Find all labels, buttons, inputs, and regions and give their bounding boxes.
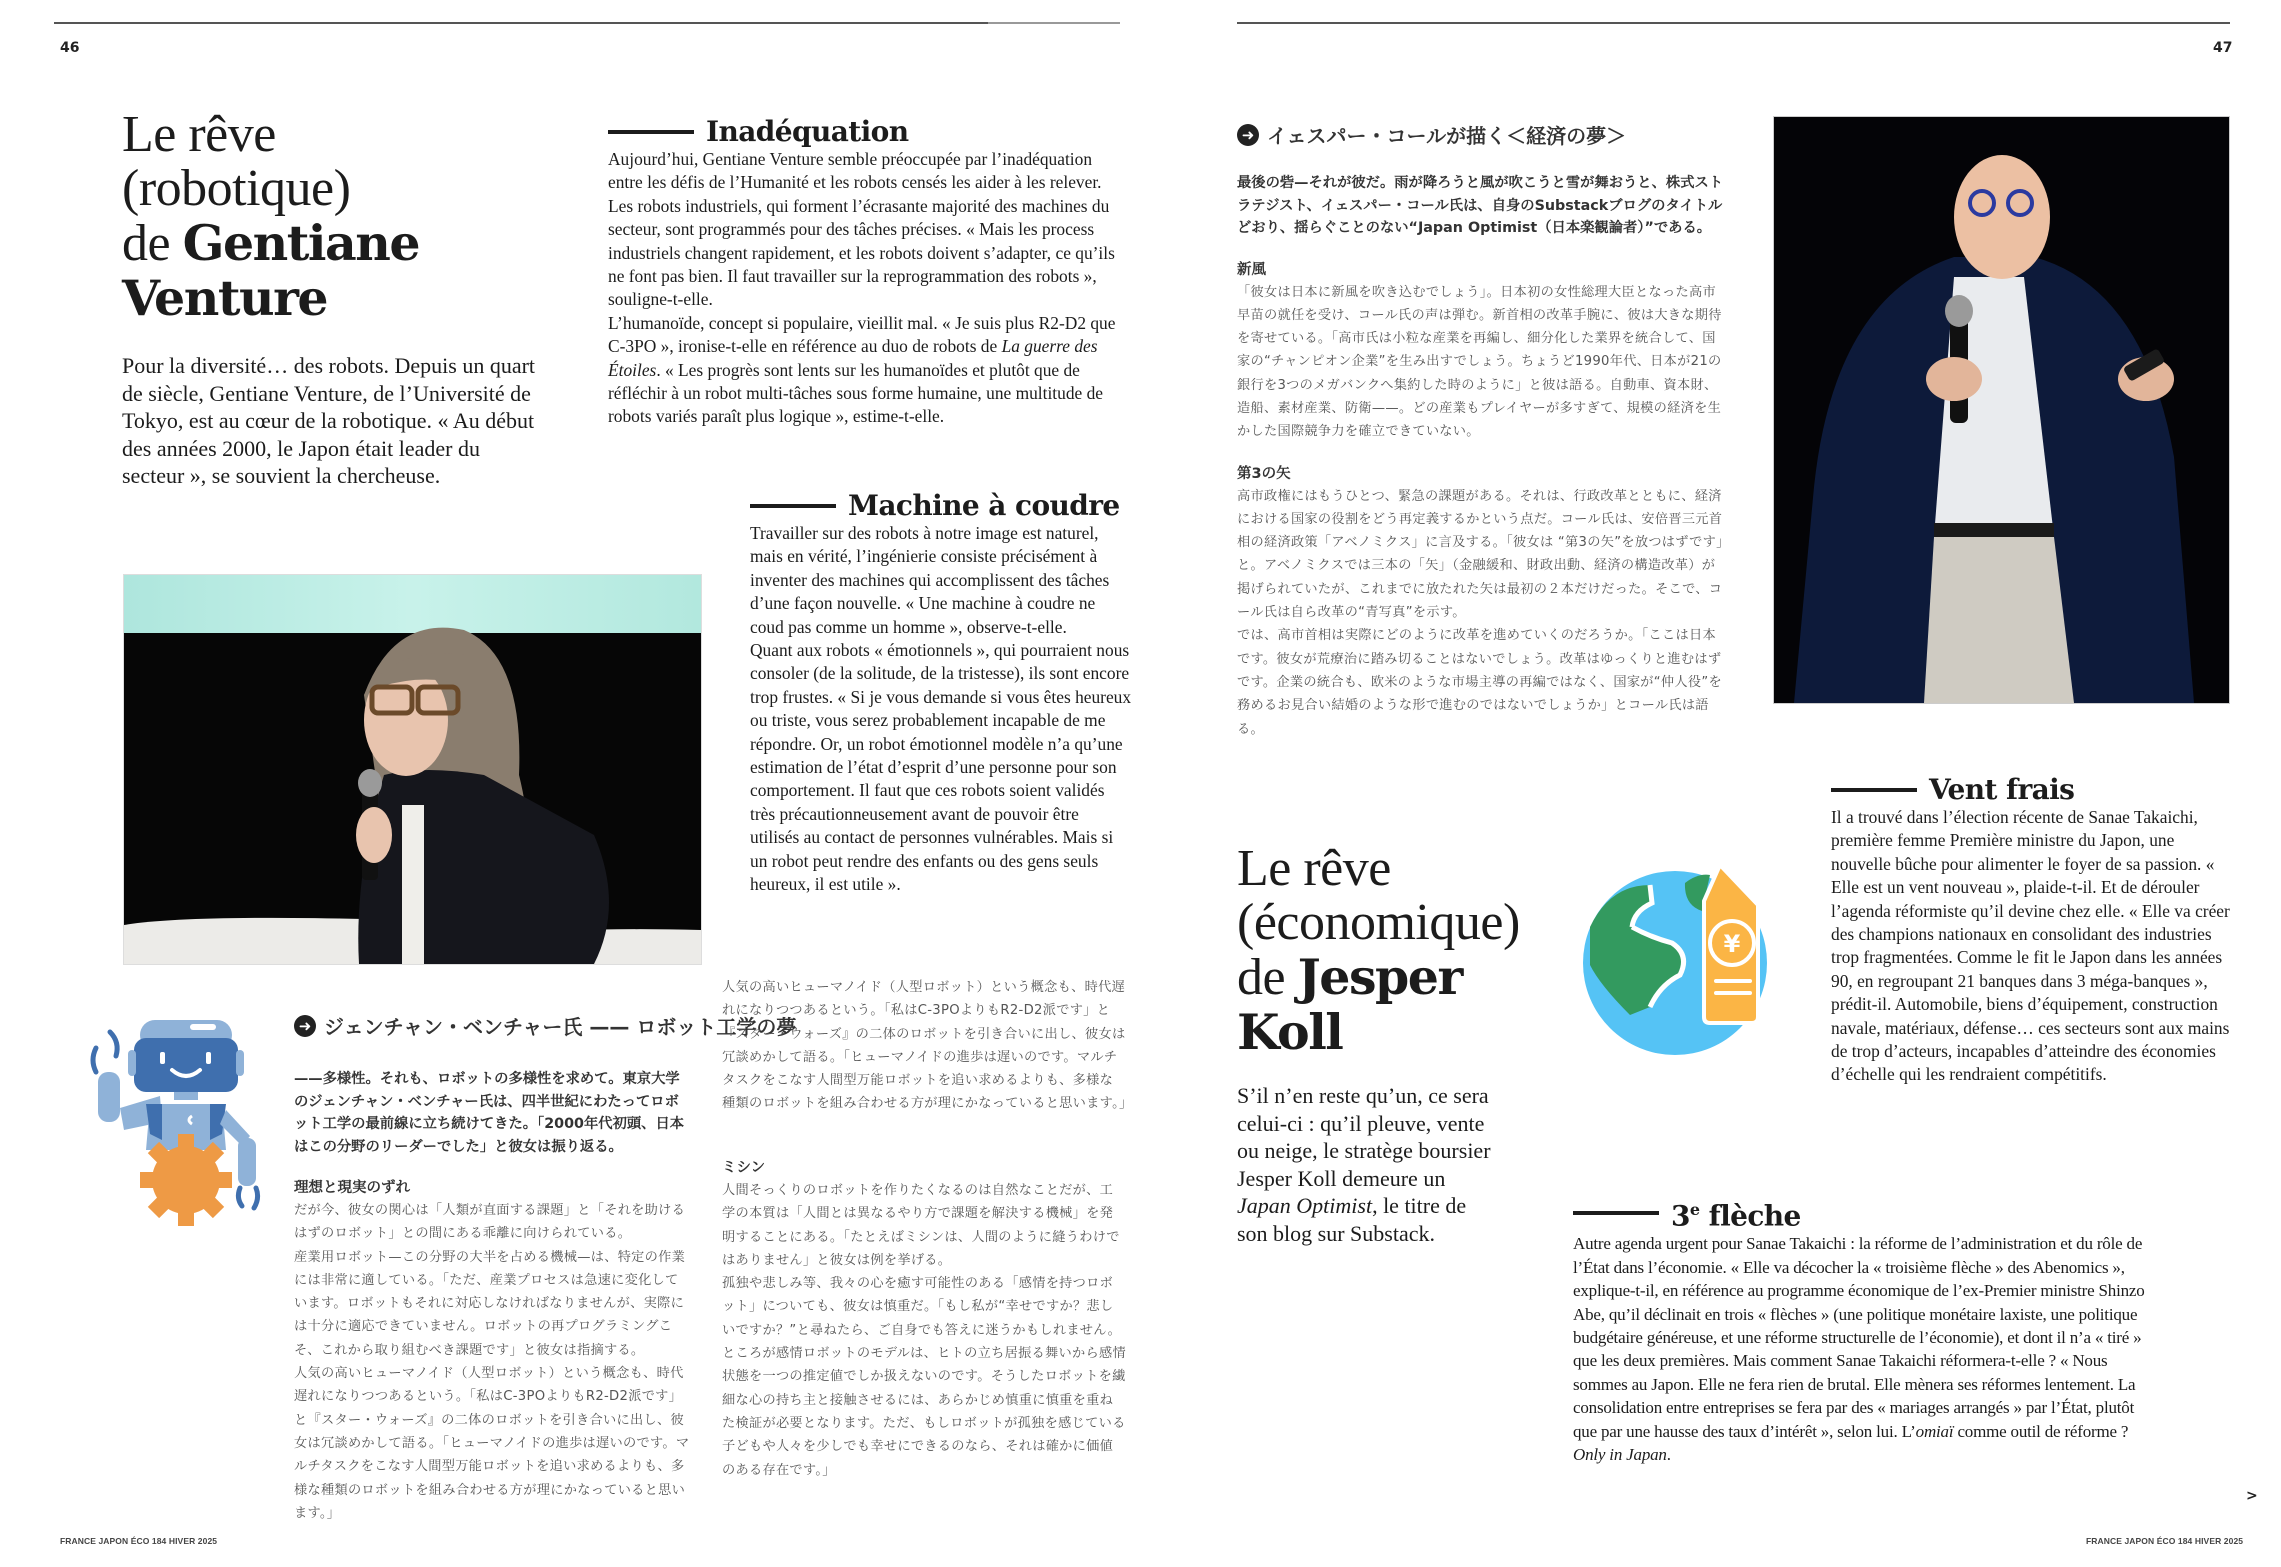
section-body	[1573, 1232, 2148, 1466]
headline-de: de	[122, 215, 183, 272]
headline-line	[1237, 1005, 1567, 1060]
headline-line: Le rêve	[122, 106, 276, 163]
article2-lede	[1237, 1082, 1502, 1247]
footer-left: FRANCE JAPON ÉCO 184 HIVER 2025	[60, 1536, 218, 1546]
paragraph: Aujourd’hui, Gentiane Venture semble préoccupée par l’inadéquation entre les défis de l’Humanité et les robots censés les aider à les relever.	[608, 149, 1102, 193]
photo-jesper-koll	[1773, 116, 2230, 704]
text-run: Autre agenda urgent pour Sanae Takaichi : la réforme de l’administration et du rôle de l’État dans l’économie. « Elle va décocher la « troisième flèche » des Abenomics », explique-t-il, en référence au programme économique de l’ex-Premier ministre Shinzo Abe, qu’il déclinait en trois « flèches » (une politique monétaire laxiste, une politique budgétaire généreuse, et une réforme structurelle de l’économie), et dont il n’a « tiré » que les deux premières. Mais comment Sanae Takaichi réformera-t-elle ? « Nous sommes au Japon. Elle ne fera rien de brutal. Elle mènera ses réformes lentement. La consolidation entre entreprises se fera par des « mariages arrangés » par l’État, plutôt que par une hausse des taux d’intérêt », selon lui. L’	[1573, 1234, 2145, 1441]
section-title	[608, 116, 1126, 148]
section-title-text: Vent frais	[1929, 773, 2075, 806]
paragraph	[1573, 1232, 2148, 1466]
text-run-italic: Japan Optimist	[1237, 1193, 1373, 1218]
headline-line: (robotique)	[122, 160, 351, 217]
title-rest: flèche	[1699, 1199, 1801, 1233]
paragraph: Il a trouvé dans l’élection récente de Sanae Takaichi, première femme Première ministre du Japon, une nouvelle bûche pour alimenter le foyer de sa passion. « Elle est un vent nouveau », plaide-t-il. Et de dérouler l’agenda réformiste qu’il devine chez elle. « Elle va créer des champions nationaux en consolidant des industries trop fragmentées. Comme le fit le Japon dans les années 90, en regroupant 21 banques dans 3 méga-banques », prédit-il. Automobile, biens d’équipement, construction navale, matériaux, défense… ces secteurs sont aux mains de trop d’acteurs, incapables d’atteindre des économies d’échelle qui les rendraient compétitifs.	[1831, 807, 2230, 1085]
section-dash	[750, 504, 836, 508]
paragraph: 「彼女は日本に新風を吹き込むでしょう」。日本初の女性総理大臣となった高市早苗の就任を受け、コール氏の声は弾む。新首相の改革手腕に、彼は大きな期待を寄せている。「高市氏は小粒な産業を再編し、細分化した業界を統合して、国家の“チャンピオン企業”を生み出すでしょう。ちょうど1990年代、日本が21の銀行を3つのメガバンクへ集約した時のように」と彼は語る。自動車、資本財、造船、素材産業、防衛——。どの産業もプレイヤーが多すぎて、規模の経済を生かした国際競争力を確立できていない。	[1237, 284, 1722, 440]
paragraph: 孤独や悲しみ等、我々の心を癒す可能性のある「感情を持つロボット」についても、彼女は慎重だ。「もし私が“幸せですか？悲しいですか？”と尋ねたら、ご自身でも答えに迷うかもしれません。ところが感情ロボットのモデルは、ヒトの立ち居振る舞いから感情状態を一つの推定値でしか扱えないのです。そうしたロボットを繊細な心の持ち主と接触させるには、あらかじめ慎重に慎重を重ねた検証が必要となります。ただ、もしロボットが孤独を感じている子どもや人々を少しでも幸せにできるのなら、それは確かに価値のある存在です。」	[722, 1276, 1126, 1478]
footer-right: FRANCE JAPON ÉCO 184 HIVER 2025	[2086, 1536, 2244, 1546]
top-rule-left	[54, 22, 988, 24]
text-run: S’il n’en reste qu’un, ce sera celui-ci : qu’il pleuve, vente ou neige, le stratège boursier Jesper Koll demeure un	[1237, 1083, 1491, 1191]
article1-lede: Pour la diversité… des robots. Depuis un quart de siècle, Gentiane Venture, de l’Université de Tokyo, est au cœur de la robotique. « Au début des années 2000, le Japon était leader du secteur », se souvient la chercheuse.	[122, 353, 536, 488]
title-superscript: e	[1689, 1200, 1700, 1219]
arrow-right-icon: ➜	[1237, 124, 1259, 146]
jp-body	[722, 1179, 1126, 1482]
arrow-right-icon: ➜	[294, 1015, 316, 1037]
paragraph: 高市政権にはもうひとつ、緊急の課題がある。それは、行政改革とともに、経済における国家の役割をどう再定義するかという点だ。コール氏は、安倍晋三元首相の経済政策「アベノミクス」に言及する。「彼女は “第3の矢”を放つはずです」と。アベノミクスでは三本の「矢」（金融緩和、財政出動、経済の構造改革）が掲げられていたが、これまでに放たれた矢は最初の２本だけだった。そこで、コール氏は自ら改革の“青写真”を示す。	[1237, 488, 1724, 621]
section-dash	[1573, 1211, 1659, 1215]
headline-line	[122, 216, 562, 271]
globe-yen-icon	[1580, 845, 1800, 1065]
section-title	[750, 490, 1132, 522]
headline-line	[122, 271, 562, 326]
section-machine-a-coudre	[750, 490, 1132, 897]
section-body	[608, 148, 1126, 429]
jp-subheading: 理想と現実のずれ	[294, 1180, 410, 1196]
top-rule-right	[1237, 22, 2230, 24]
text-run: . « Les progrès sont lents sur les humanoïdes et plutôt que de réfléchir à un robot multi-tâches sous forme humaine, une multitude de robots variés paraît plus logique », estime-t-elle.	[608, 359, 1104, 427]
paragraph-continued: 人気の高いヒューマノイド（人型ロボット）という概念も、時代遅れになりつつあるという。「私はC-3POよりもR2-D2派です」と『スター・ウォーズ』の二体のロボットを引き合いに出し、彼女は冗談めかして語る。「ヒューマノイドの進歩は遅いのです。マルチタスクをこなす人間型万能ロボットを追い求めるよりも、多様な種類のロボットを組み合わせる方が理にかなっていると思います。」	[722, 980, 1133, 1112]
headline-name: Jesper	[1297, 948, 1462, 1006]
jp-column-right	[722, 980, 1133, 1482]
section-vent-frais	[1831, 774, 2231, 1087]
section-body	[750, 522, 1132, 897]
section-title	[1831, 774, 2231, 806]
jp-body-continued	[722, 980, 1133, 1138]
text-run: , le titre de son blog sur Substack.	[1237, 1193, 1467, 1246]
title-number: 3	[1671, 1199, 1690, 1233]
jp-body	[1237, 281, 1727, 444]
section-3e-fleche	[1573, 1194, 2148, 1466]
paragraph: Les robots industriels, qui forment l’écrasante majorité des machines du secteur, sont programmés pour des tâches précises. « Mais les process industriels changent rapidement, et les robots doivent s’adapter, ce qu’ils ne font pas bien. Il faut travailler sur la reprogrammation des robots », souligne-t-elle.	[608, 195, 1115, 310]
paragraph: Travailler sur des robots à notre image est naturel, mais en vérité, l’ingénierie consiste précisément à inventer des machines qui accomplissent des tâches d’une façon nouvelle. « Une machine à coudre ne coud pas comme un homme », observe-t-elle.	[750, 523, 1110, 637]
headline-name: Gentiane	[182, 214, 420, 272]
paragraph: では、高市首相は実際にどのように改革を進めていくのだろうか。「ここは日本です。彼女が荒療治に踏み切ることはないでしょう。改革はゆっくりと進むはずです。企業の統合も、欧米のような市場主導の再編ではなく、国家が“仲人役”を務めるお見合い結婚のような形で進むのではないでしょうか」とコール氏は語る。	[1237, 628, 1723, 737]
headline-line: Le rêve	[1237, 840, 1391, 897]
text-run: comme outil de réforme ?	[1953, 1421, 2129, 1441]
text-run-italic: omiaï	[1915, 1421, 1954, 1441]
jp-lede: 最後の砦—それが彼だ。雨が降ろうと風が吹こうと雪が舞おうと、株式ストラテジスト、イェスパー・コール氏は、自身のSubstackブログのタイトルどおり、揺らぐことのない“Japan Optimist（日本楽観論者）”である。	[1237, 175, 1724, 236]
paragraph: 人気の高いヒューマノイド（人型ロボット）という概念も、時代遅れになりつつあるという。「私はC-3POよりもR2-D2派です」と『スター・ウォーズ』の二体のロボットを引き合いに出し、彼女は冗談めかして語る。「ヒューマノイドの進歩は遅いのです。マルチタスクをこなす人間型万能ロボットを追い求めるよりも、多様な種類のロボットを組み合わせる方が理にかなっていると思います。」	[294, 1366, 690, 1521]
jp-column-article2	[1237, 172, 1727, 741]
section-body	[1831, 806, 2231, 1087]
article2-headline	[1237, 842, 1567, 1060]
section-title	[1573, 1194, 2148, 1232]
jp-subheading: 新風	[1237, 261, 1266, 278]
text-run: L’humanoïde, concept si populaire, vieillit mal. « Je suis plus R2-D2 que C-3PO », ironise-t-elle en référence au duo de robots de	[608, 312, 1116, 357]
robot-icon	[80, 1000, 270, 1230]
text-run: .	[1666, 1444, 1671, 1464]
jp-title-article2	[1237, 120, 1737, 149]
section-title-text: Inadéquation	[706, 115, 909, 148]
headline-name: Koll	[1237, 1003, 1343, 1061]
section-dash	[1831, 788, 1917, 792]
jp-body	[1237, 485, 1727, 741]
paragraph: だが今、彼女の関心は「人類が直面する課題」と「それを助けるはずのロボット」との間にある乖離に向けられている。	[294, 1203, 686, 1242]
jp-column-left	[294, 1068, 690, 1521]
text-run-italic: La guerre des Étoiles	[608, 336, 1098, 380]
page-number-left: 46	[60, 40, 80, 56]
section-dash	[608, 130, 694, 134]
jp-title-text: ジェンチャン・ベンチャー氏 —— ロボット工学の夢	[324, 1015, 797, 1039]
next-page-arrow[interactable]: >	[2246, 1488, 2258, 1504]
headline-line: (économique)	[1237, 894, 1520, 951]
section-inadequation	[608, 116, 1126, 429]
paragraph: Quant aux robots « émotionnels », qui pourraient nous consoler (de la solitude, de la tristesse), ils sont encore trop frustes. « Si je vous demande si vous êtes heureux ou triste, vous serez probablement incapable de me répondre. Or, un robot émotionnel modèle n’a qu’une estimation de l’état d’esprit d’une personne pour son comportement. Il faut que ces robots soient validés très précautionneusement avant de pouvoir être utilisés au contact de personnes vulnérables. Mais si un robot peut rendre des enfants ou des gens seuls heureux, il est utile ».	[750, 640, 1132, 895]
photo-illustration	[124, 575, 701, 964]
photo-gentiane-venture	[123, 574, 702, 965]
paragraph: 人間そっくりのロボットを作りたくなるのは自然なことだが、工学の本質は「人間とは異なるやり方で課題を解決する機械」を発明することにある。「たとえばミシンは、人間のように縫うわけではありません」と彼女は例を挙げる。	[722, 1183, 1120, 1268]
photo-illustration	[1774, 117, 2229, 703]
headline-line	[1237, 950, 1567, 1005]
headline-de: de	[1237, 949, 1298, 1006]
section-title-text: Machine à coudre	[848, 489, 1120, 522]
jp-body	[294, 1199, 690, 1521]
jp-title-text: イェスパー・コールが描く＜経済の夢＞	[1267, 124, 1627, 148]
headline-name: Venture	[122, 269, 328, 327]
jp-subheading: 第3の矢	[1237, 465, 1291, 482]
section-title-text	[1671, 1194, 1801, 1232]
paragraph	[608, 312, 1126, 429]
jp-subheading: ミシン	[722, 1160, 766, 1176]
paragraph: 産業用ロボット—この分野の大半を占める機械—は、特定の作業には非常に適している。「ただ、産業プロセスは急速に変化しています。ロボットもそれに対応しなければなりませんが、実際には十分に適応できていません。ロボットの再プログラミングこそ、これから取り組むべき課題です」と彼女は指摘する。	[294, 1249, 686, 1358]
yen-symbol: ¥	[1723, 930, 1741, 958]
top-rule-left-fade	[988, 22, 1120, 24]
article1-headline	[122, 108, 562, 326]
text-run-italic: Only in Japan	[1573, 1444, 1667, 1464]
globe-yen-illustration	[1580, 845, 1800, 1065]
page-number-right: 47	[2213, 40, 2233, 56]
robot-illustration	[80, 1000, 270, 1230]
jp-lede: ——多様性。それも、ロボットの多様性を求めて。東京大学のジェンチャン・ベンチャー氏は、四半世紀にわたってロボット工学の最前線に立ち続けてきた。「2000年代初頭、日本はこの分野のリーダーでした」と彼女は振り返る。	[294, 1071, 685, 1155]
